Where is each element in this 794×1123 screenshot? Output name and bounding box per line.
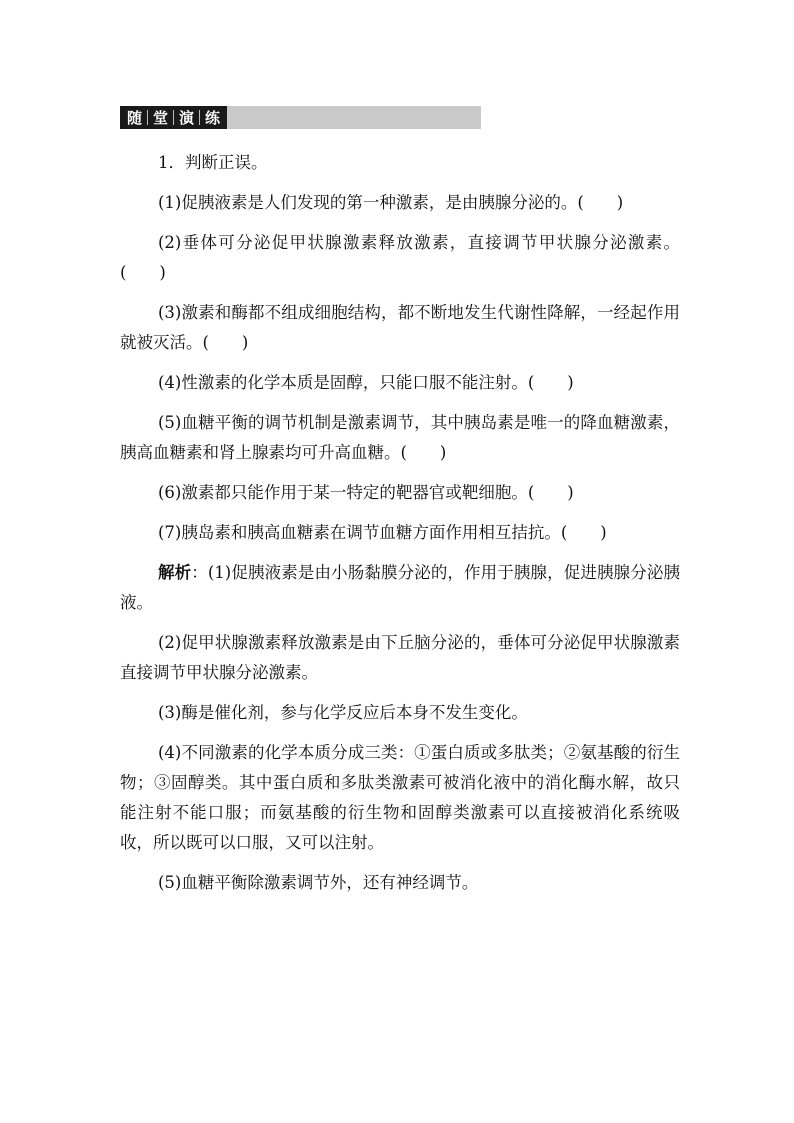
analysis-paragraph: (4)不同激素的化学本质分成三类：①蛋白质或多肽类；②氨基酸的衍生物；③固醇类。其中蛋白质和多肽类激素可被消化液中的消化酶水解，故只能注射不能口服；而氨基酸的衍生物和固醇类激素可以直接被消化系统吸收，所以既可以口服，又可以注射。 (120, 743, 680, 852)
section-header (120, 106, 481, 129)
analysis-paragraph: (2)促甲状腺激素释放激素是由下丘脑分泌的，垂体可分泌促甲状腺激素直接调节甲状腺分泌激素。 (120, 633, 680, 682)
analysis-paragraph: (5)血糖平衡除激素调节外，还有神经调节。 (158, 873, 479, 892)
question-item: (5)血糖平衡的调节机制是激素调节，其中胰岛素是唯一的降血糖激素，胰高血糖素和肾上腺素均可升高血糖。( ) (120, 413, 680, 462)
header-divider (199, 110, 200, 125)
question-item: (6)激素都只能作用于某一特定的靶器官或靶细胞。( ) (158, 483, 574, 502)
header-char: 练 (205, 109, 221, 127)
question-item: (3)激素和酶都不组成细胞结构，都不断地发生代谢性降解，一经起作用就被灭活。( ) (120, 303, 680, 352)
question-item: (2)垂体可分泌促甲状腺激素释放激素，直接调节甲状腺分泌激素。( ) (120, 233, 680, 282)
question-title: 1．判断正误。 (158, 153, 268, 172)
analysis-paragraph: (3)酶是催化剂，参与化学反应后本身不发生变化。 (158, 703, 528, 722)
header-char: 演 (179, 109, 195, 127)
question-item: (7)胰岛素和胰高血糖素在调节血糖方面作用相互拮抗。( ) (158, 523, 607, 542)
section-header-label (120, 106, 227, 129)
analysis-label: 解析 (158, 563, 192, 582)
question-item: (4)性激素的化学本质是固醇，只能口服不能注射。( ) (158, 373, 574, 392)
header-char: 随 (127, 109, 143, 127)
header-divider (173, 110, 174, 125)
analysis-paragraph (120, 558, 680, 618)
section-header-bar (227, 106, 481, 129)
analysis-text: ：(1)促胰液素是由小肠黏膜分泌的，作用于胰腺，促进胰腺分泌胰液。 (120, 563, 681, 612)
document-body (120, 148, 680, 908)
header-char: 堂 (153, 109, 169, 127)
header-divider (147, 110, 148, 125)
question-item: (1)促胰液素是人们发现的第一种激素，是由胰腺分泌的。( ) (158, 193, 624, 212)
